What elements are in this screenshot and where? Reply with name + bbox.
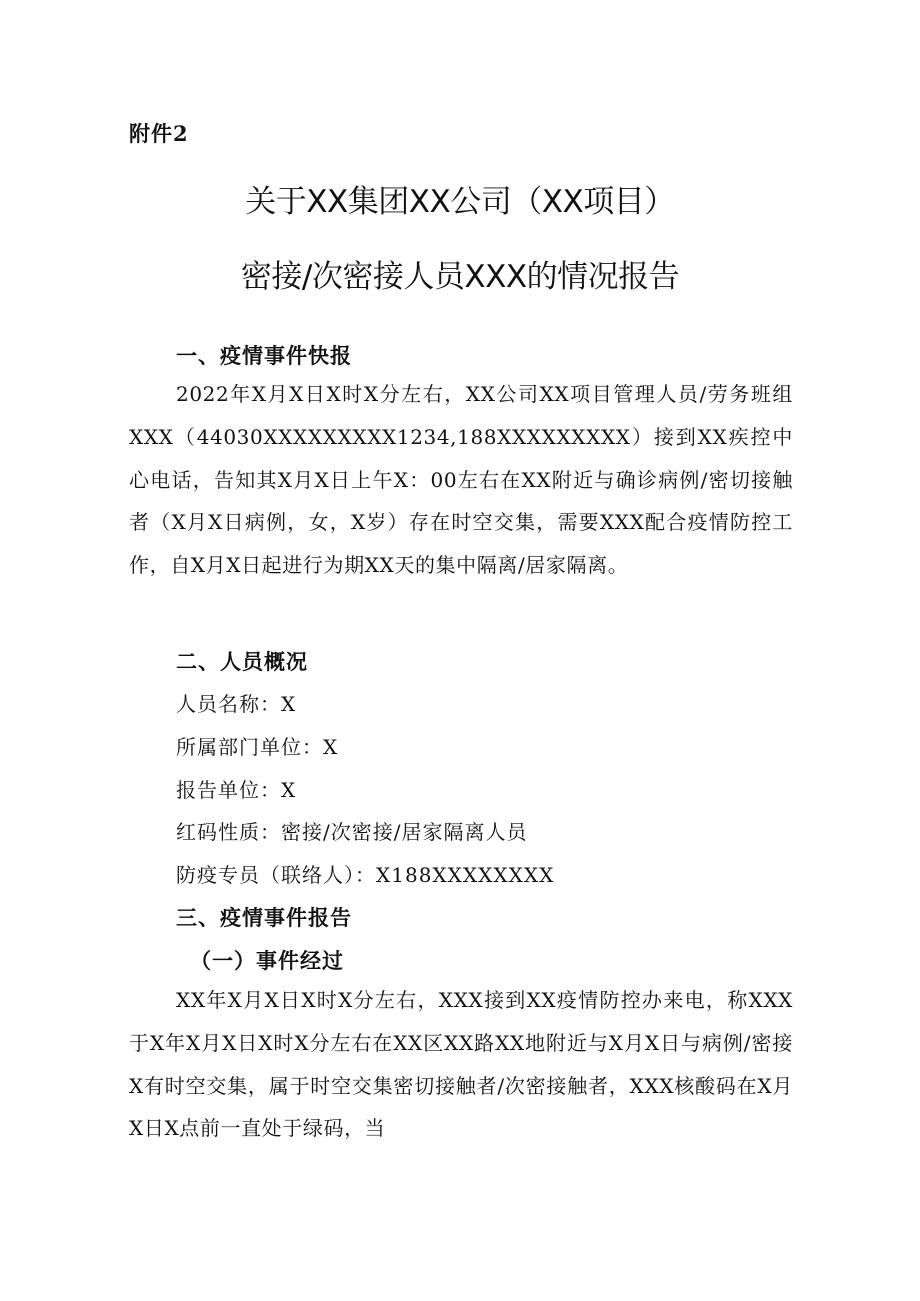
field-red-code-type	[176, 816, 527, 845]
field-contact-person	[176, 859, 554, 888]
field-value: X188XXXXXXXX	[376, 863, 555, 887]
field-label: 人员名称：	[176, 692, 281, 716]
section-2-heading: 二、人员概况	[176, 649, 308, 674]
field-reporting-unit	[176, 774, 296, 803]
title-line-1: 关于XX集团XX公司（XX项目）	[245, 184, 675, 220]
section-3-heading: 三、疫情事件报告	[176, 905, 352, 930]
field-label: 所属部门单位：	[176, 735, 323, 759]
section-1-heading: 一、疫情事件快报	[176, 343, 352, 368]
field-value: X	[281, 778, 297, 802]
attachment-label: 附件2	[129, 121, 189, 146]
field-person-name	[176, 688, 296, 717]
field-value: X	[281, 692, 297, 716]
field-value: X	[323, 735, 339, 759]
section-1-body: 2022年X月X日X时X分左右，XX公司XX项目管理人员/劳务班组XXX（44030XXXXXXXXX1234,188XXXXXXXXX）接到XX疾控中心电话，告知其X月X日上午X：00左右在XX附近与确诊病例/密切接触者（X月X日病例，女，X岁）存在时空交集，需要XXX配合疫情防控工作，自X月X日起进行为期XX天的集中隔离/居家隔离。	[129, 382, 793, 578]
field-department	[176, 731, 338, 760]
field-label: 防疫专员（联络人）：	[176, 863, 376, 887]
section-3-body: XX年X月X日X时X分左右，XXX接到XX疫情防控办来电，称XXX于X年X月X日X时X分左右在XX区XX路XX地附近与X月X日与病例/密接X有时空交集，属于时空交集密切接触者/次密接触者，XXX核酸码在X月X日X点前一直处于绿码，当	[129, 988, 793, 1141]
title-line-2: 密接/次密接人员XXX的情况报告	[240, 259, 680, 295]
section-3-subheading: （一）事件经过	[190, 948, 344, 973]
field-label: 红码性质：	[176, 820, 281, 844]
field-value: 密接/次密接/居家隔离人员	[281, 820, 528, 844]
field-label: 报告单位：	[176, 778, 281, 802]
